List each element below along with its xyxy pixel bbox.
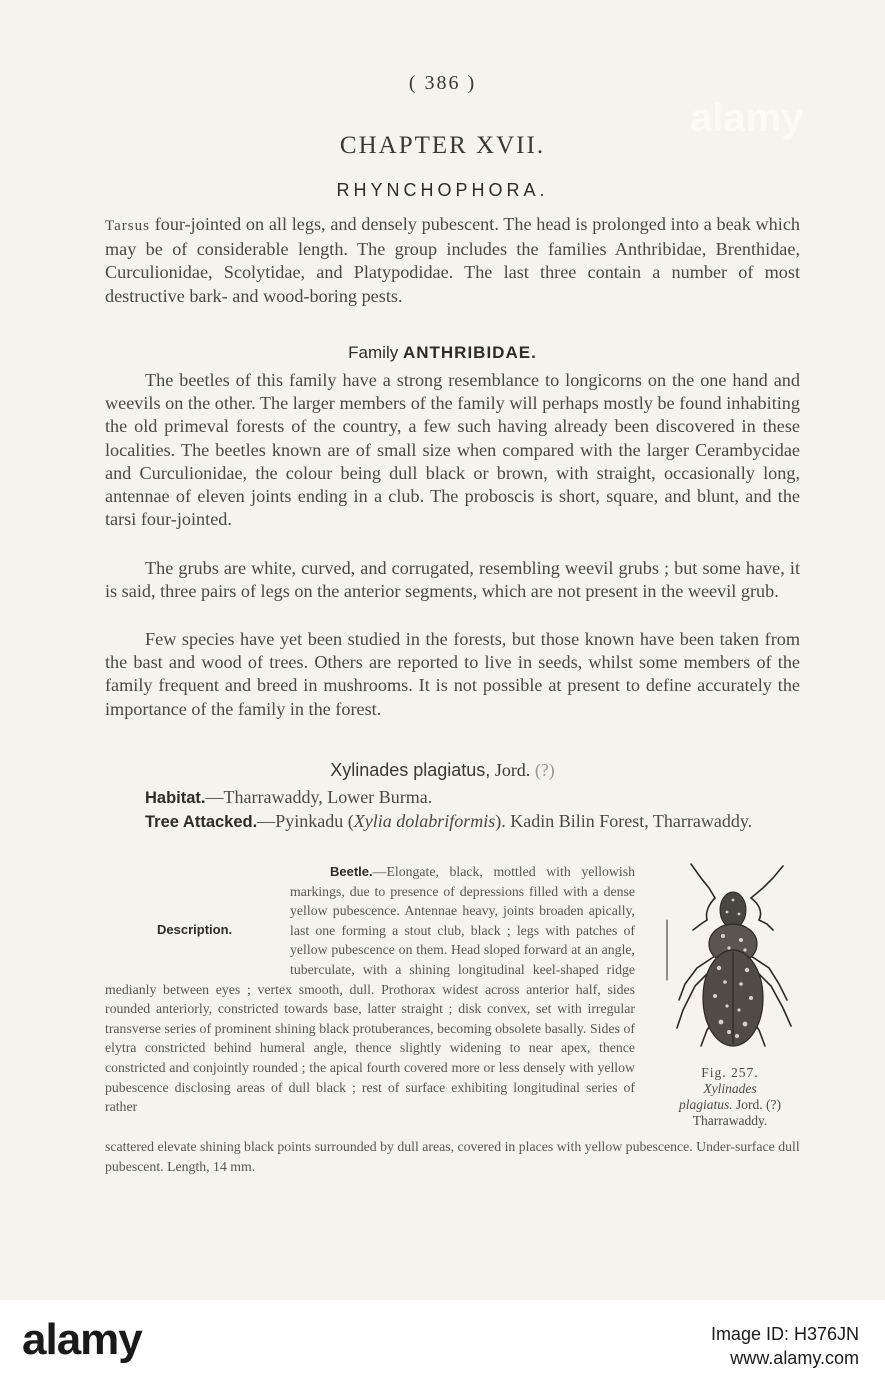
intro-first-word: Tarsus	[105, 218, 150, 234]
section-title: RHYNCHOPHORA.	[336, 180, 549, 200]
beetle-description	[105, 862, 635, 1117]
species-name: Xylinades plagiatus,	[330, 760, 491, 780]
species-paragraph: Few species have yet been studied in the forests, but those known have been taken from the bast and wood of trees. Others are reported to live in seeds, whilst some members of the family frequent and breed in mushrooms. It is not possible at present to define accurately the importance of the family in the forest.	[105, 629, 800, 719]
family-name: ANTHRIBIDAE.	[402, 343, 537, 362]
description-label-block	[105, 862, 290, 960]
intro-paragraph	[105, 213, 800, 308]
habitat-text: —Tharrawaddy, Lower Burma.	[205, 787, 433, 807]
species-heading	[0, 760, 885, 781]
beetle-description-tail: scattered elevate shining black points surrounded by dull areas, covered in places with yellow pubescence. Under-surface dull pubescent. Length, 14 mm.	[105, 1139, 800, 1174]
tree-attacked-label: Tree Attacked.	[145, 813, 258, 831]
page-number: ( 386 )	[408, 72, 477, 94]
watermark-info	[711, 1322, 859, 1370]
figure-genus: Xylinades	[703, 1081, 757, 1096]
watermark-url: www.alamy.com	[730, 1348, 859, 1368]
beetle-label: Beetle.	[330, 864, 373, 879]
figure-species-line: plagiatus. Jord. (?)	[679, 1097, 781, 1112]
species-query: (?)	[534, 760, 555, 780]
tree-attacked-line: Tree Attacked.—Pyinkadu (Xylia dolabriformis). Kadin Bilin Forest, Tharrawaddy.	[145, 811, 753, 831]
watermark-logo: alamy	[22, 1315, 142, 1364]
family-heading	[0, 343, 885, 363]
watermark-faint: alamy	[690, 96, 804, 140]
intro-text: four-jointed on all legs, and densely pubescent. The head is prolonged into a beak which may be of considerable length. The group includes the families Anthribidae, Brenthidae, Curculionidae, Scolytidae, and Platypodidae. The last three contain a number of most destructive bark- and wood-boring pests.	[105, 214, 801, 306]
watermark-image-id: Image ID: H376JN	[710, 1324, 859, 1344]
figure-locality: Tharrawaddy.	[692, 1113, 768, 1128]
figure-caption	[655, 1065, 805, 1129]
figure-number: Fig. 257.	[701, 1065, 759, 1080]
tree-species: Xylia dolabriformis	[353, 811, 496, 831]
species-author: Jord.	[494, 760, 531, 780]
description-label: Description.	[157, 922, 233, 937]
habitat-label: Habitat.	[145, 789, 206, 807]
family-prefix: Family	[348, 343, 399, 362]
chapter-heading: CHAPTER XVII.	[339, 132, 546, 159]
habitat-line	[145, 786, 800, 809]
grubs-paragraph: The grubs are white, curved, and corrugated, resembling weevil grubs ; but some have, it is said, three pairs of legs on the anterior segments, which are not present in the weevil grub.	[105, 558, 800, 602]
beetle-text: —Elongate, black, mottled with yellowish markings, due to presence of depressions filled with a dense yellow pubescence. Antennae heavy, joints broaden apically, last one forming a stout club, black ; legs with patches of yellow pubescence on them. Head sloped forward at an angle, tuberculate, with a shining longitudinal keel-shaped ridge medianly between eyes ; vertex smooth, dull. Prothorax widest across anterior half, sides rounded anteriorly, constricted towards base, latter straight ; disk convex, set with irregular transverse series of prominent shining black protuberances, becoming obsolete basally. Sides of elytra constricted behind humeral angle, thence slightly widening to near apex, thence constricted and conjointly rounded ; the apical fourth covered more or less densely with yellow pubescence disclosing areas of dull black ; rest of surface exhibiting longitudinal series of rather	[105, 864, 635, 1115]
family-paragraph: The beetles of this family have a strong resemblance to longicorns on the one hand and weevils on the other. The larger members of the family will perhaps mostly be found inhabiting the old primeval forests of the country, a few such having already been discovered in these localities. The beetles known are of small size when compared with the larger Cerambycidae and Curculionidae, the colour being dull black or brown, with straight, occasionally long, antennae of eleven joints ending in a club. The proboscis is short, square, and blunt, and the tarsi four-jointed.	[105, 370, 800, 530]
beetle-illustration	[655, 860, 805, 1060]
